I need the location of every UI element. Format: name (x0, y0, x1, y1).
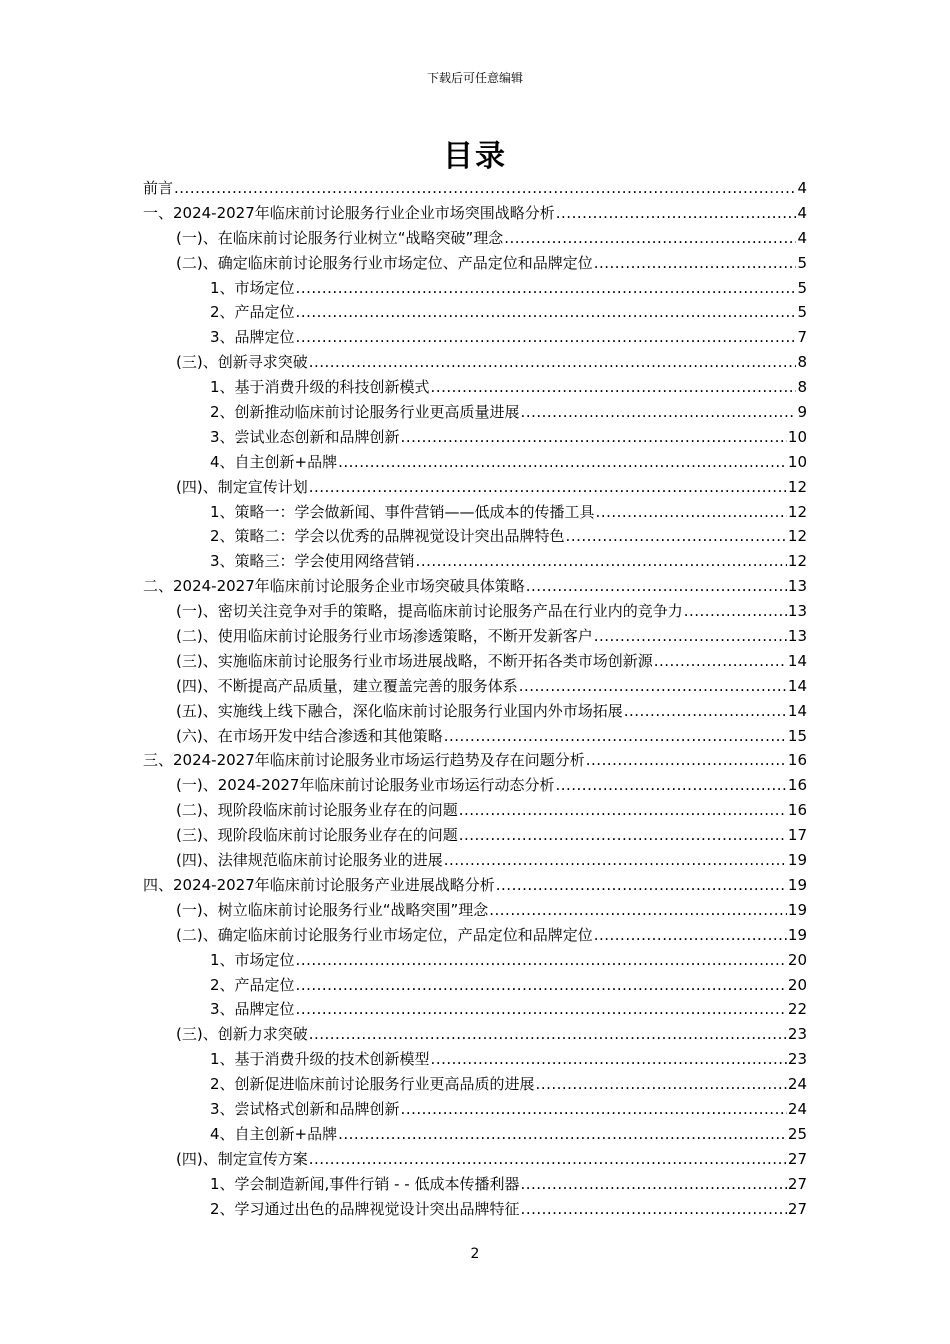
toc-entry-text: (二)、确定临床前讨论服务行业市场定位，产品定位和品牌定位 (176, 925, 593, 944)
toc-entry-text: 1、市场定位 (210, 278, 295, 297)
page-number: 2 (470, 1246, 480, 1262)
toc-leader-dots (654, 649, 787, 674)
toc-leader-dots (520, 1172, 786, 1197)
toc-entry[interactable] (143, 425, 807, 450)
table-of-contents (143, 176, 807, 1221)
toc-entry[interactable] (143, 599, 807, 624)
toc-leader-dots (296, 300, 797, 325)
toc-leader-dots (296, 997, 787, 1022)
toc-entry[interactable] (143, 176, 807, 201)
toc-leader-dots (566, 524, 787, 549)
toc-entry[interactable] (143, 1022, 807, 1047)
toc-entry-page: 4 (797, 228, 807, 247)
toc-entry-page: 4 (797, 203, 807, 222)
toc-entry-page: 27 (787, 1149, 807, 1168)
toc-leader-dots (556, 201, 797, 226)
toc-leader-dots (489, 898, 787, 923)
toc-entry-page: 19 (787, 851, 807, 870)
toc-leader-dots (296, 276, 797, 301)
toc-leader-dots (309, 350, 797, 375)
toc-leader-dots (431, 1047, 787, 1072)
toc-entry-text: 2、学习通过出色的品牌视觉设计突出品牌特征 (210, 1199, 520, 1218)
toc-entry[interactable] (143, 1072, 807, 1097)
toc-leader-dots (444, 848, 787, 873)
toc-entry[interactable] (143, 500, 807, 525)
toc-entry-text: (六)、在市场开发中结合渗透和其他策略 (176, 726, 443, 745)
toc-leader-dots (401, 425, 787, 450)
toc-entry-text: 2、产品定位 (210, 975, 295, 994)
toc-entry-text: (三)、创新寻求突破 (176, 353, 308, 372)
toc-entry-page: 10 (787, 427, 807, 446)
toc-entry-page: 14 (787, 701, 807, 720)
toc-title: 目录 (443, 139, 507, 174)
toc-leader-dots (338, 1122, 787, 1147)
toc-entry-text: 3、品牌定位 (210, 1000, 295, 1019)
toc-entry-page: 20 (787, 950, 807, 969)
toc-entry-text: (四)、制定宣传方案 (176, 1149, 308, 1168)
toc-leader-dots (586, 748, 787, 773)
toc-entry-text: 三、2024-2027年临床前讨论服务业市场运行趋势及存在问题分析 (143, 751, 585, 770)
toc-entry-page: 12 (787, 552, 807, 571)
toc-leader-dots (555, 773, 786, 798)
toc-entry[interactable] (143, 699, 807, 724)
toc-entry[interactable] (143, 549, 807, 574)
toc-entry-text: 4、自主创新+品牌 (210, 1124, 338, 1143)
toc-entry[interactable] (143, 773, 807, 798)
toc-entry-text: (四)、制定宣传计划 (176, 477, 308, 496)
toc-entry[interactable] (143, 724, 807, 749)
toc-entry-text: (三)、创新力求突破 (176, 1025, 308, 1044)
toc-leader-dots (338, 450, 787, 475)
toc-entry-page: 5 (797, 303, 807, 322)
toc-leader-dots (594, 923, 787, 948)
toc-entry-text: (一)、密切关注竞争对手的策略，提高临床前讨论服务产品在行业内的竞争力 (176, 602, 683, 621)
toc-entry[interactable] (143, 823, 807, 848)
toc-entry-page: 27 (787, 1174, 807, 1193)
toc-entry-page: 10 (787, 452, 807, 471)
toc-entry-text: 1、策略一：学会做新闻、事件营销——低成本的传播工具 (210, 502, 595, 521)
toc-entry-page: 8 (797, 378, 807, 397)
toc-entry[interactable] (143, 798, 807, 823)
toc-leader-dots (459, 823, 787, 848)
toc-entry[interactable] (143, 1197, 807, 1222)
toc-entry[interactable] (143, 1122, 807, 1147)
toc-entry[interactable] (143, 948, 807, 973)
toc-leader-dots (309, 1022, 787, 1047)
toc-entry-text: (四)、不断提高产品质量，建立覆盖完善的服务体系 (176, 676, 518, 695)
toc-entry-page: 14 (787, 676, 807, 695)
toc-entry-page: 19 (787, 900, 807, 919)
toc-entry-page: 8 (797, 353, 807, 372)
toc-entry-text: 3、尝试格式创新和品牌创新 (210, 1099, 400, 1118)
toc-leader-dots (309, 475, 787, 500)
toc-entry[interactable] (143, 450, 807, 475)
toc-entry-page: 4 (797, 179, 807, 197)
toc-entry-page: 14 (787, 651, 807, 670)
toc-leader-dots (624, 699, 787, 724)
toc-leader-dots (594, 624, 787, 649)
toc-leader-dots (519, 674, 787, 699)
toc-entry-text: 3、品牌定位 (210, 328, 295, 347)
toc-entry-page: 12 (787, 527, 807, 546)
toc-entry-text: 1、市场定位 (210, 950, 295, 969)
toc-entry[interactable] (143, 1097, 807, 1122)
toc-entry-text: (二)、现阶段临床前讨论服务业存在的问题 (176, 801, 458, 820)
toc-entry[interactable] (143, 574, 807, 599)
toc-entry-text: 前言 (143, 179, 174, 197)
toc-entry-text: (一)、树立临床前讨论服务行业“战略突围”理念 (176, 900, 489, 919)
toc-entry-text: 二、2024-2027年临床前讨论服务企业市场突破具体策略 (143, 577, 525, 596)
toc-leader-dots (596, 500, 787, 525)
toc-entry[interactable] (143, 748, 807, 773)
toc-entry-text: 2、创新推动临床前讨论服务行业更高质量进展 (210, 403, 520, 422)
toc-entry-page: 20 (787, 975, 807, 994)
toc-entry-text: 四、2024-2027年临床前讨论服务产业进展战略分析 (143, 875, 495, 894)
toc-entry[interactable] (143, 375, 807, 400)
toc-entry[interactable] (143, 226, 807, 251)
toc-entry-page: 12 (787, 502, 807, 521)
toc-leader-dots (504, 226, 796, 251)
toc-leader-dots (459, 798, 787, 823)
toc-entry[interactable] (143, 873, 807, 898)
toc-entry[interactable] (143, 524, 807, 549)
toc-entry-page: 13 (787, 627, 807, 646)
toc-leader-dots (444, 724, 787, 749)
toc-leader-dots (684, 599, 787, 624)
toc-entry-text: 2、策略二：学会以优秀的品牌视觉设计突出品牌特色 (210, 527, 565, 546)
toc-entry[interactable] (143, 898, 807, 923)
toc-leader-dots (521, 1197, 787, 1222)
toc-entry-page: 24 (787, 1099, 807, 1118)
toc-entry-text: 1、基于消费升级的科技创新模式 (210, 378, 430, 397)
toc-entry[interactable] (143, 300, 807, 325)
toc-entry-text: 4、自主创新+品牌 (210, 452, 338, 471)
toc-leader-dots (296, 973, 787, 998)
toc-entry-page: 12 (787, 477, 807, 496)
toc-entry[interactable] (143, 624, 807, 649)
toc-entry-page: 23 (787, 1050, 807, 1069)
toc-entry-page: 19 (787, 925, 807, 944)
toc-entry-page: 24 (787, 1075, 807, 1094)
toc-entry[interactable] (143, 848, 807, 873)
toc-entry-page: 22 (787, 1000, 807, 1019)
toc-entry[interactable] (143, 400, 807, 425)
toc-leader-dots (431, 375, 797, 400)
toc-entry-text: (一)、2024-2027年临床前讨论服务业市场运行动态分析 (176, 776, 555, 795)
toc-entry[interactable] (143, 350, 807, 375)
toc-entry-text: (二)、使用临床前讨论服务行业市场渗透策略，不断开发新客户 (176, 627, 593, 646)
toc-entry-page: 16 (787, 751, 807, 770)
toc-entry-page: 15 (787, 726, 807, 745)
toc-leader-dots (536, 1072, 787, 1097)
toc-leader-dots (526, 574, 787, 599)
toc-entry-page: 16 (787, 776, 807, 795)
toc-entry[interactable] (143, 475, 807, 500)
toc-entry[interactable] (143, 1047, 807, 1072)
toc-leader-dots (594, 251, 797, 276)
toc-entry-page: 25 (787, 1124, 807, 1143)
toc-entry-text: 一、2024-2027年临床前讨论服务行业企业市场突围战略分析 (143, 203, 555, 222)
toc-entry[interactable] (143, 251, 807, 276)
toc-entry[interactable] (143, 276, 807, 301)
toc-entry-text: 1、学会制造新闻,事件行销 - - 低成本传播利器 (210, 1174, 520, 1193)
toc-entry-page: 16 (787, 801, 807, 820)
toc-entry-text: 3、尝试业态创新和品牌创新 (210, 427, 400, 446)
toc-entry[interactable] (143, 201, 807, 226)
toc-entry-page: 23 (787, 1025, 807, 1044)
toc-entry-text: (三)、实施临床前讨论服务行业市场进展战略，不断开拓各类市场创新源 (176, 651, 653, 670)
toc-entry[interactable] (143, 674, 807, 699)
toc-leader-dots (174, 176, 796, 201)
toc-entry-page: 27 (787, 1199, 807, 1218)
toc-leader-dots (309, 1147, 787, 1172)
toc-entry-text: 2、产品定位 (210, 303, 295, 322)
toc-entry-text: 1、基于消费升级的技术创新模型 (210, 1050, 430, 1069)
header-note: 下载后可任意编辑 (426, 71, 523, 85)
toc-entry-page: 7 (797, 328, 807, 347)
toc-entry[interactable] (143, 997, 807, 1022)
toc-leader-dots (296, 325, 797, 350)
toc-entry-page: 5 (797, 253, 807, 272)
toc-entry[interactable] (143, 923, 807, 948)
toc-leader-dots (416, 549, 787, 574)
toc-entry[interactable] (143, 1147, 807, 1172)
toc-entry[interactable] (143, 325, 807, 350)
toc-entry-page: 13 (787, 577, 807, 596)
toc-entry-text: 2、创新促进临床前讨论服务行业更高品质的进展 (210, 1075, 535, 1094)
toc-entry-text: (一)、在临床前讨论服务行业树立“战略突破”理念 (176, 228, 504, 247)
toc-leader-dots (401, 1097, 787, 1122)
toc-entry[interactable] (143, 973, 807, 998)
toc-entry[interactable] (143, 1172, 807, 1197)
toc-entry-text: (二)、确定临床前讨论服务行业市场定位、产品定位和品牌定位 (176, 253, 593, 272)
toc-entry-page: 5 (797, 278, 807, 297)
toc-entry-text: (三)、现阶段临床前讨论服务业存在的问题 (176, 826, 458, 845)
toc-entry-text: 3、策略三：学会使用网络营销 (210, 552, 415, 571)
toc-leader-dots (296, 948, 787, 973)
toc-entry-page: 13 (787, 602, 807, 621)
toc-entry-page: 9 (797, 403, 807, 422)
toc-leader-dots (521, 400, 797, 425)
toc-entry-page: 19 (787, 875, 807, 894)
toc-leader-dots (496, 873, 787, 898)
toc-entry-text: (五)、实施线上线下融合，深化临床前讨论服务行业国内外市场拓展 (176, 701, 623, 720)
toc-entry-text: (四)、法律规范临床前讨论服务业的进展 (176, 851, 443, 870)
toc-entry[interactable] (143, 649, 807, 674)
toc-entry-page: 17 (787, 826, 807, 845)
